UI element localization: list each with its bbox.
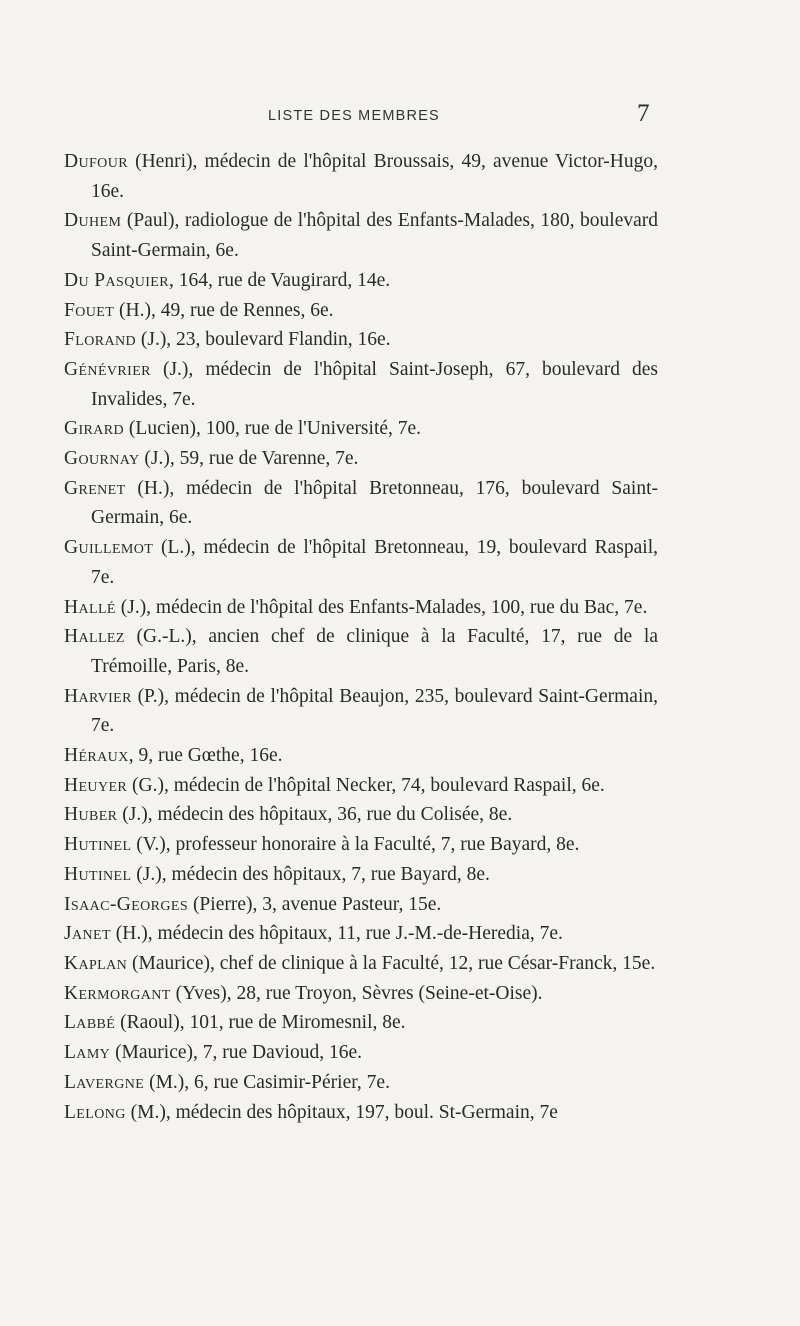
member-entry bbox=[64, 741, 658, 771]
page-number: 7 bbox=[637, 100, 650, 127]
member-name: Harvier bbox=[64, 685, 132, 707]
member-entry bbox=[64, 296, 658, 326]
member-details: , 9, rue Gœthe, 16e. bbox=[128, 745, 283, 767]
member-list bbox=[64, 147, 658, 1127]
member-details: (J.), 59, rue de Varenne, 7e. bbox=[139, 448, 359, 470]
member-details: (M.), médecin des hôpitaux, 197, boul. St-Germain, 7e bbox=[125, 1101, 558, 1123]
member-entry bbox=[64, 860, 658, 890]
member-entry bbox=[64, 147, 658, 206]
member-entry bbox=[64, 325, 658, 355]
member-name: Labbé bbox=[64, 1012, 116, 1034]
member-details: (H.), médecin de l'hôpital Bretonneau, 176, boulevard Saint-Germain, 6e. bbox=[91, 477, 658, 529]
member-entry bbox=[64, 979, 658, 1009]
member-entry bbox=[64, 593, 658, 623]
member-name: Girard bbox=[64, 418, 125, 440]
member-details: (H.), 49, rue de Rennes, 6e. bbox=[114, 299, 334, 321]
member-name: Florand bbox=[64, 329, 136, 351]
member-name: Du Pasquier bbox=[64, 269, 169, 291]
member-details: (Paul), radiologue de l'hôpital des Enfants-Malades, 180, boulevard Saint-Germain, 6e. bbox=[91, 210, 658, 262]
member-details: (G.), médecin de l'hôpital Necker, 74, boulevard Raspail, 6e. bbox=[127, 774, 605, 796]
member-entry bbox=[64, 266, 658, 296]
member-details: (J.), médecin de l'hôpital des Enfants-Malades, 100, rue du Bac, 7e. bbox=[115, 596, 648, 618]
member-entry bbox=[64, 890, 658, 920]
member-name: Isaac-Georges bbox=[64, 893, 189, 915]
member-details: (M.), 6, rue Casimir-Périer, 7e. bbox=[144, 1071, 390, 1093]
member-details: (L.), médecin de l'hôpital Bretonneau, 19, boulevard Raspail, 7e. bbox=[91, 537, 658, 588]
member-name: Lamy bbox=[64, 1042, 111, 1064]
page-header bbox=[0, 100, 800, 134]
member-name: Gournay bbox=[64, 448, 140, 470]
member-entry bbox=[64, 1098, 658, 1128]
member-name: Fouet bbox=[64, 299, 115, 321]
member-details: (J.), médecin des hôpitaux, 36, rue du Colisée, 8e. bbox=[117, 804, 513, 826]
member-details: (Pierre), 3, avenue Pasteur, 15e. bbox=[188, 893, 442, 915]
member-entry bbox=[64, 1008, 658, 1038]
member-name: Hallez bbox=[64, 626, 125, 648]
member-name: Dufour bbox=[64, 151, 128, 172]
member-details: (Maurice), 7, rue Davioud, 16e. bbox=[110, 1042, 362, 1064]
member-entry bbox=[64, 533, 658, 592]
member-name: Heuyer bbox=[64, 774, 128, 796]
member-name: Hutinel bbox=[64, 834, 132, 856]
member-details: (Henri), médecin de l'hôpital Broussais, 49, avenue Victor-Hugo, 16e. bbox=[91, 151, 658, 202]
running-head: LISTE DES MEMBRES bbox=[268, 108, 440, 124]
member-entry bbox=[64, 800, 658, 830]
member-details: (J.), médecin des hôpitaux, 7, rue Bayard, 8e. bbox=[131, 863, 490, 885]
member-details: (J.), médecin de l'hôpital Saint-Joseph, 67, boulevard des Invalides, 7e. bbox=[91, 358, 658, 410]
member-entry bbox=[64, 919, 658, 949]
member-entry bbox=[64, 1038, 658, 1068]
member-entry bbox=[64, 949, 658, 979]
member-details: (H.), médecin des hôpitaux, 11, rue J.-M.-de-Heredia, 7e. bbox=[110, 923, 563, 945]
member-details: (Yves), 28, rue Troyon, Sèvres (Seine-et-Oise). bbox=[170, 982, 543, 1004]
member-entry bbox=[64, 682, 658, 741]
member-details: (Raoul), 101, rue de Miromesnil, 8e. bbox=[115, 1012, 406, 1034]
member-entry bbox=[64, 474, 658, 533]
member-entry bbox=[64, 355, 658, 414]
member-name: Hutinel bbox=[64, 863, 132, 885]
member-details: , 164, rue de Vaugirard, 14e. bbox=[168, 269, 391, 291]
member-entry bbox=[64, 206, 658, 265]
member-details: (Lucien), 100, rue de l'Université, 7e. bbox=[124, 418, 422, 440]
member-details: (Maurice), chef de clinique à la Faculté, 12, rue César-Franck, 15e. bbox=[127, 952, 656, 974]
member-name: Janet bbox=[64, 923, 111, 945]
member-entry bbox=[64, 444, 658, 474]
member-details: (P.), médecin de l'hôpital Beaujon, 235, boulevard Saint-Germain, 7e. bbox=[91, 685, 658, 737]
member-details: (G.-L.), ancien chef de clinique à la Faculté, 17, rue de la Trémoille, Paris, 8e. bbox=[91, 626, 658, 677]
member-name: Lelong bbox=[64, 1101, 126, 1123]
member-entry bbox=[64, 622, 658, 681]
member-details: (V.), professeur honoraire à la Faculté, 7, rue Bayard, 8e. bbox=[131, 834, 580, 856]
member-name: Lavergne bbox=[64, 1071, 145, 1093]
member-name: Guillemot bbox=[64, 537, 154, 559]
member-entry bbox=[64, 771, 658, 801]
member-name: Kermorgant bbox=[64, 982, 171, 1004]
member-name: Génévrier bbox=[64, 358, 151, 380]
member-entry bbox=[64, 830, 658, 860]
member-name: Héraux bbox=[64, 745, 129, 767]
member-name: Kaplan bbox=[64, 952, 128, 974]
member-name: Hallé bbox=[64, 596, 116, 618]
member-name: Duhem bbox=[64, 210, 122, 232]
member-entry bbox=[64, 1068, 658, 1098]
member-details: (J.), 23, boulevard Flandin, 16e. bbox=[135, 329, 391, 351]
member-name: Huber bbox=[64, 804, 118, 826]
member-name: Grenet bbox=[64, 477, 126, 499]
member-entry bbox=[64, 414, 658, 444]
